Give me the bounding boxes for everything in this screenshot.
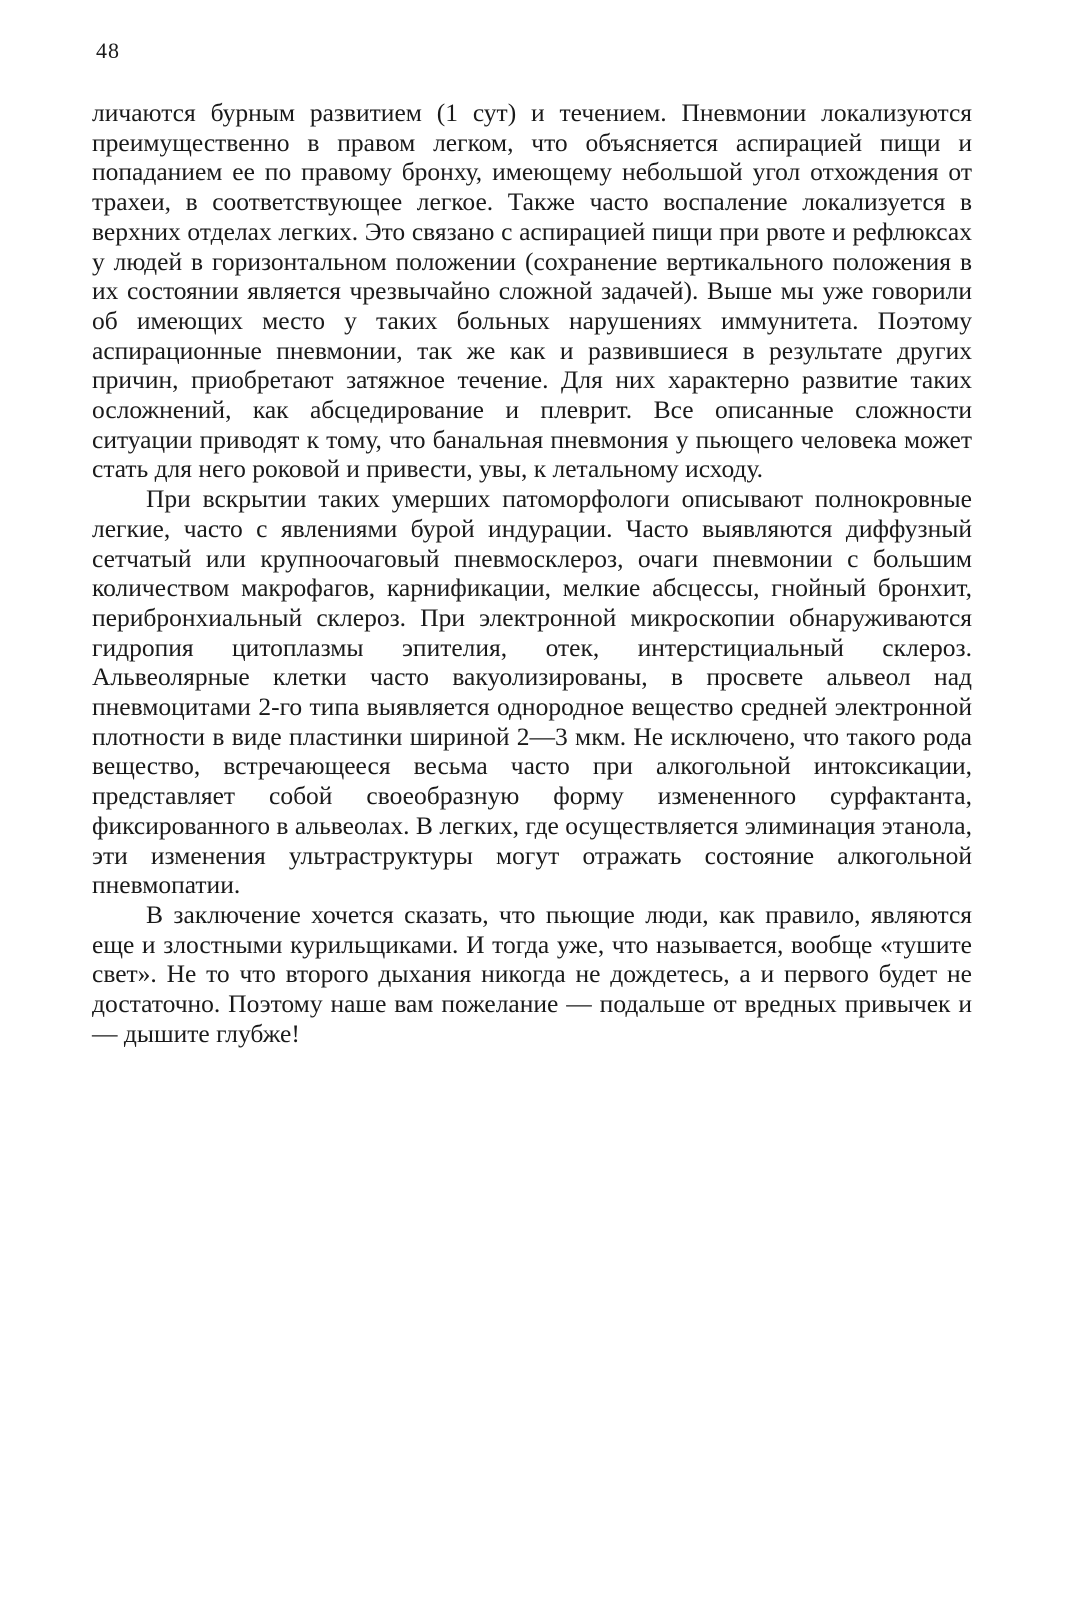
page-number: 48 (96, 38, 120, 63)
paragraph-continuation: личаются бурным развитием (1 сут) и течением. Пневмонии локализуются преимущественно в правом легком, что объясняется аспирацией пищи и попаданием ее по правому бронху, имеющему небольшой угол отхождения от трахеи, в соответствующее легкое. Также часто воспаление локализуется в верхних отделах легких. Это связано с аспирацией пищи при рвоте и рефлюксах у людей в горизонтальном положении (сохранение вертикального положения в их состоянии является чрезвычайно сложной задачей). Выше мы уже говорили об имеющих место у таких больных нарушениях иммунитета. Поэтому аспирационные пневмонии, так же как и развившиеся в результате других причин, приобретают затяжное течение. Для них характерно развитие таких осложнений, как абсцедирование и плеврит. Все описанные сложности ситуации приводят к тому, что банальная пневмония у пьющего человека может стать для него роковой и привести, увы, к летальному исходу. (92, 98, 972, 484)
paragraph-autopsy: При вскрытии таких умерших патоморфологи описывают полнокровные легкие, часто с явлениями бурой индурации. Часто выявляются диффузный сетчатый или крупноочаговый пневмосклероз, очаги пневмонии с большим количеством макрофагов, карнификации, мелкие абсцессы, гнойный бронхит, перибронхиальный склероз. При электронной микроскопии обнаруживаются гидропия цитоплазмы эпителия, отек, интерстициальный склероз. Альвеолярные клетки часто вакуолизированы, в просвете альвеол над пневмоцитами 2-го типа выявляется однородное вещество средней электронной плотности в виде пластинки шириной 2—3 мкм. Не исключено, что такого рода вещество, встречающееся весьма часто при алкогольной интоксикации, представляет собой своеобразную форму измененного сурфактанта, фиксированного в альвеолах. В легких, где осуществляется элиминация этанола, эти изменения ультраструктуры могут отражать состояние алкогольной пневмопатии. (92, 484, 972, 900)
paragraph-conclusion: В заключение хочется сказать, что пьющие люди, как правило, являются еще и злостными курильщиками. И тогда уже, что называется, вообще «тушите свет». Не то что второго дыхания никогда не дождетесь, а и первого будет не достаточно. Поэтому наше вам пожелание — подальше от вредных привычек и — дышите глубже! (92, 899, 972, 1048)
body-text (92, 98, 972, 1049)
